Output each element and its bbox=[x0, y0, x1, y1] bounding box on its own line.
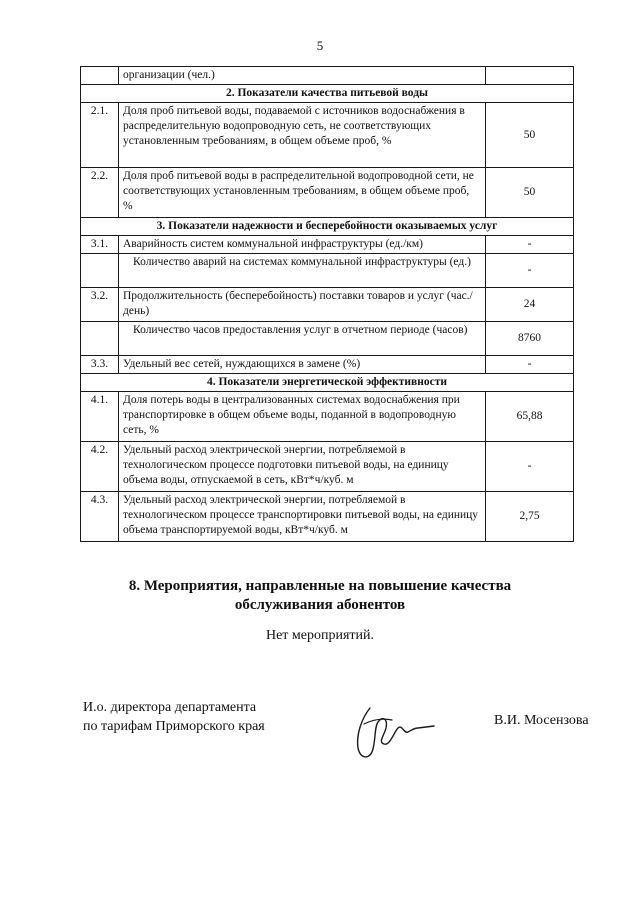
section-title: 2. Показатели качества питьевой воды bbox=[81, 85, 574, 103]
indicator-name-cell bbox=[119, 103, 486, 168]
indicator-name-cell bbox=[119, 356, 486, 374]
table-row bbox=[81, 392, 574, 442]
indicator-number bbox=[81, 322, 119, 356]
section-8-heading-line-2: обслуживания абонентов bbox=[234, 597, 406, 613]
indicator-name: Удельный расход электрической энергии, потребляемой в технологическом процессе транспортировки питьевой воды, на единицу объема транспортируемой воды, кВт*ч/куб. м bbox=[123, 494, 479, 536]
indicator-value: 50 bbox=[486, 168, 574, 218]
indicator-name-cell bbox=[119, 392, 486, 442]
indicator-name: Продолжительность (бесперебойность) поставки товаров и услуг (час./день) bbox=[123, 290, 473, 317]
indicator-name: Доля потерь воды в централизованных системах водоснабжения при транспортировке в общем объеме воды, поданной в водопроводную сеть, % bbox=[123, 394, 460, 436]
table-section-row bbox=[81, 218, 574, 236]
indicator-value bbox=[486, 67, 574, 85]
indicator-name: Доля проб питьевой воды в распределительной водопроводной сети, не соответствующих установленным требованиям, в общем объеме проб, % bbox=[123, 170, 474, 212]
table-row bbox=[81, 168, 574, 218]
table-section-row bbox=[81, 85, 574, 103]
indicator-value: 8760 bbox=[486, 322, 574, 356]
indicator-name: Удельный расход электрической энергии, потребляемой в технологическом процессе подготовки питьевой воды, на единицу объема воды, отпускаемой в сеть, кВт*ч/куб. м bbox=[123, 444, 449, 486]
indicator-name-cell bbox=[119, 322, 486, 356]
indicator-value: 24 bbox=[486, 288, 574, 322]
indicator-name-cell bbox=[119, 254, 486, 288]
indicator-name-cell bbox=[119, 492, 486, 542]
indicator-number: 3.3. bbox=[81, 356, 119, 374]
table-row bbox=[81, 492, 574, 542]
indicator-value: - bbox=[486, 236, 574, 254]
indicator-number bbox=[81, 67, 119, 85]
indicator-number: 2.1. bbox=[81, 103, 119, 168]
indicator-name: организации (чел.) bbox=[123, 69, 215, 81]
indicator-value: - bbox=[486, 254, 574, 288]
indicator-name-cell bbox=[119, 168, 486, 218]
indicator-number: 4.1. bbox=[81, 392, 119, 442]
page-number: 5 bbox=[316, 38, 324, 53]
indicator-number: 4.3. bbox=[81, 492, 119, 542]
table-row bbox=[81, 442, 574, 492]
indicator-name-cell bbox=[119, 67, 486, 85]
indicator-name: Количество аварий на системах коммунальной инфраструктуры (ед.) bbox=[133, 256, 471, 268]
table-row bbox=[81, 103, 574, 168]
no-measures-note: Нет мероприятий. bbox=[265, 628, 375, 643]
signatory-position bbox=[83, 698, 265, 736]
section-title: 3. Показатели надежности и бесперебойности оказываемых услуг bbox=[81, 218, 574, 236]
indicator-name: Количество часов предоставления услуг в отчетном периоде (часов) bbox=[133, 324, 468, 336]
indicators-table bbox=[80, 66, 574, 542]
indicator-value: 65,88 bbox=[486, 392, 574, 442]
section-title: 4. Показатели энергетической эффективности bbox=[81, 374, 574, 392]
table-row bbox=[81, 67, 574, 85]
indicator-name-cell bbox=[119, 236, 486, 254]
indicator-number: 3.2. bbox=[81, 288, 119, 322]
indicator-number: 2.2. bbox=[81, 168, 119, 218]
signatory-position-line-2: по тарифам Приморского края bbox=[83, 719, 265, 734]
indicator-value: - bbox=[486, 442, 574, 492]
signatory-name: В.И. Мосензова bbox=[494, 713, 589, 728]
signatory-position-line-1: И.о. директора департамента bbox=[83, 700, 257, 715]
table-row bbox=[81, 236, 574, 254]
table-row bbox=[81, 322, 574, 356]
section-8-heading bbox=[0, 577, 640, 615]
indicator-name: Доля проб питьевой воды, подаваемой с источников водоснабжения в распределительную водопроводную сеть, не соответствующих установленным требованиям, в общем объеме проб, % bbox=[123, 105, 465, 147]
indicator-name-cell bbox=[119, 442, 486, 492]
indicator-value: - bbox=[486, 356, 574, 374]
handwritten-signature bbox=[348, 702, 438, 764]
indicator-value: 2,75 bbox=[486, 492, 574, 542]
indicator-name: Аварийность систем коммунальной инфраструктуры (ед./км) bbox=[123, 238, 423, 250]
indicator-name-cell bbox=[119, 288, 486, 322]
table-row bbox=[81, 288, 574, 322]
section-8-heading-line-1: 8. Мероприятия, направленные на повышение качества bbox=[128, 578, 512, 594]
indicator-number: 4.2. bbox=[81, 442, 119, 492]
table-row bbox=[81, 356, 574, 374]
indicator-number bbox=[81, 254, 119, 288]
indicator-number: 3.1. bbox=[81, 236, 119, 254]
table-section-row bbox=[81, 374, 574, 392]
indicator-value: 50 bbox=[486, 103, 574, 168]
indicator-name: Удельный вес сетей, нуждающихся в замене (%) bbox=[123, 358, 361, 370]
table-row bbox=[81, 254, 574, 288]
